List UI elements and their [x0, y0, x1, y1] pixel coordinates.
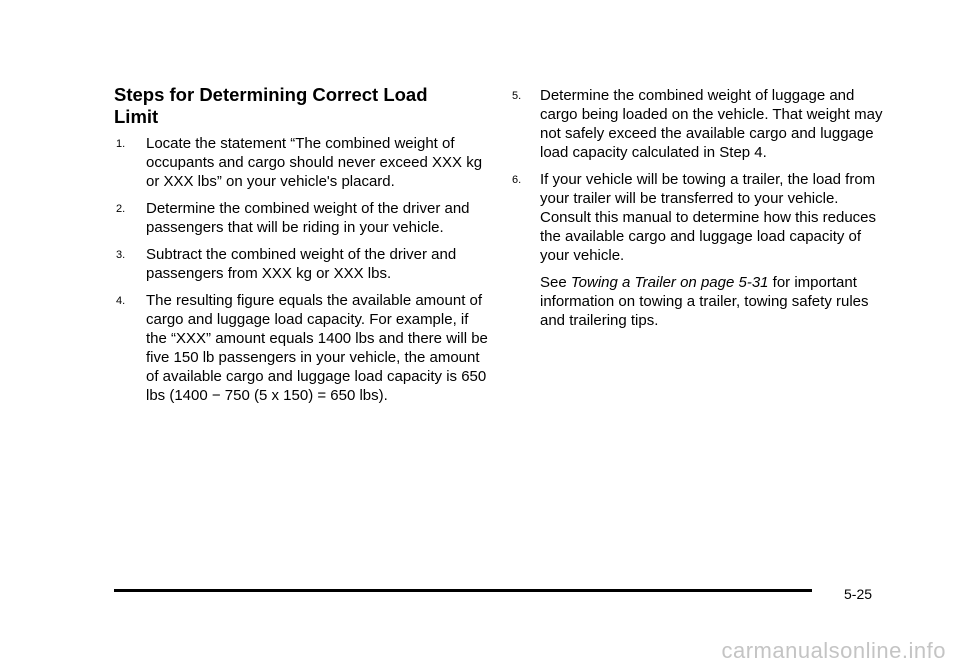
step-number: 5.: [512, 90, 522, 102]
page-number: 5-25: [844, 586, 873, 602]
cross-reference-note: [512, 273, 884, 330]
right-column: [512, 86, 884, 330]
section-title: Steps for Determining Correct Load Limit: [114, 84, 428, 127]
step-number: 6.: [512, 174, 522, 186]
step-item-6: [512, 170, 884, 265]
watermark: carmanualsonline.info: [721, 638, 946, 663]
step-text: If your vehicle will be towing a trailer, the load from your trailer will be transferred to your vehicle. Consult this manual to determine how this reduces the available cargo and luggage load capacity of your vehicle.: [540, 171, 877, 264]
step-text: Subtract the combined weight of the driver and passengers from XXX kg or XXX lbs.: [146, 246, 457, 282]
step-item-1: [116, 134, 488, 191]
step-text: The resulting figure equals the available amount of cargo and luggage load capacity. For example, if the “XXX” amount equals 1400 lbs and there will be five 150 lb passengers in your vehicle, the amount of available cargo and luggage load capacity is 650 lbs (1400 − 750 (5 x 150) = 650 lbs).: [146, 292, 488, 404]
note-prefix: See: [540, 274, 567, 291]
step-text: Determine the combined weight of the driver and passengers that will be riding in your vehicle.: [146, 200, 470, 236]
step-item-4: [116, 291, 488, 405]
left-column: [116, 134, 488, 413]
step-item-5: [512, 86, 884, 162]
step-item-2: [116, 199, 488, 237]
footer-rule: [114, 589, 812, 592]
note-suffix: for important information on towing a trailer, towing safety rules and trailering tips.: [540, 274, 869, 329]
step-number: 2.: [116, 203, 126, 215]
step-text: Locate the statement “The combined weight of occupants and cargo should never exceed XXX kg or XXX lbs” on your vehicle's placard.: [146, 135, 483, 190]
step-number: 1.: [116, 138, 126, 150]
step-number: 3.: [116, 249, 126, 261]
step-number: 4.: [116, 295, 126, 307]
step-item-3: [116, 245, 488, 283]
step-text: Determine the combined weight of luggage and cargo being loaded on the vehicle. That weight may not safely exceed the available cargo and luggage load capacity calculated in Step 4.: [540, 87, 883, 161]
page-reference-link[interactable]: Towing a Trailer on page 5-31: [570, 274, 769, 291]
